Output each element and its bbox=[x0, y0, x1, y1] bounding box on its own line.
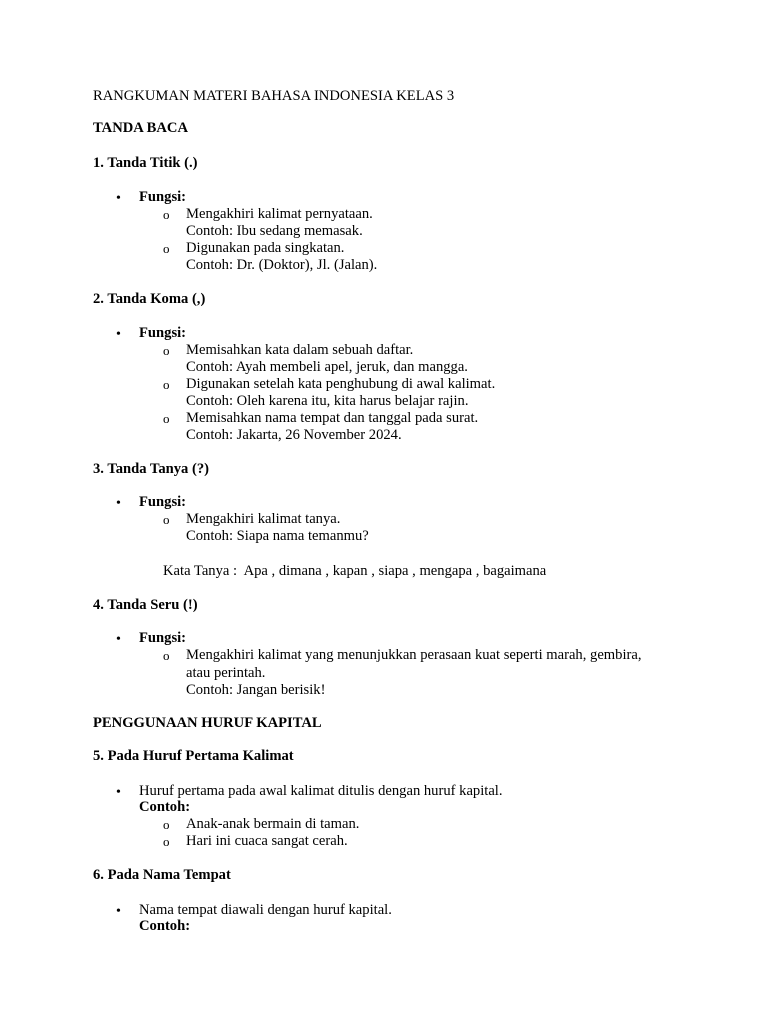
list-item-example: Contoh: Siapa nama temanmu? bbox=[186, 528, 369, 544]
sub-bullet-icon: o bbox=[163, 817, 170, 832]
list-item-example: Hari ini cuaca sangat cerah. bbox=[186, 833, 348, 849]
sub-bullet-icon: o bbox=[163, 241, 170, 256]
bullet-icon: • bbox=[116, 191, 121, 206]
subheading-tanda-koma: 2. Tanda Koma (,) bbox=[93, 291, 206, 307]
subheading-tanda-seru: 4. Tanda Seru (!) bbox=[93, 597, 198, 613]
section-heading-huruf-kapital: PENGGUNAAN HURUF KAPITAL bbox=[93, 715, 322, 731]
sub-bullet-icon: o bbox=[163, 648, 170, 663]
list-item: Nama tempat diawali dengan huruf kapital. bbox=[139, 902, 392, 918]
fungsi-label: Fungsi: bbox=[139, 630, 187, 646]
sub-bullet-icon: o bbox=[163, 411, 170, 426]
list-item-example: Contoh: Ayah membeli apel, jeruk, dan mangga. bbox=[186, 359, 468, 375]
list-item-example: Contoh: Ibu sedang memasak. bbox=[186, 223, 363, 239]
list-item: Huruf pertama pada awal kalimat ditulis dengan huruf kapital. bbox=[139, 783, 503, 799]
bullet-icon: • bbox=[116, 632, 121, 647]
subheading-huruf-pertama: 5. Pada Huruf Pertama Kalimat bbox=[93, 748, 294, 764]
list-item: Digunakan pada singkatan. bbox=[186, 240, 345, 256]
list-item-continuation: atau perintah. bbox=[186, 665, 266, 681]
list-item: Memisahkan nama tempat dan tanggal pada surat. bbox=[186, 410, 479, 426]
list-item-example: Contoh: Dr. (Doktor), Jl. (Jalan). bbox=[186, 257, 378, 273]
list-item: Memisahkan kata dalam sebuah daftar. bbox=[186, 342, 414, 358]
sub-bullet-icon: o bbox=[163, 343, 170, 358]
fungsi-label: Fungsi: bbox=[139, 189, 187, 205]
bullet-icon: • bbox=[116, 785, 121, 800]
list-item: Digunakan setelah kata penghubung di awal kalimat. bbox=[186, 376, 496, 392]
list-item-example: Contoh: Jangan berisik! bbox=[186, 682, 326, 698]
subheading-nama-tempat: 6. Pada Nama Tempat bbox=[93, 867, 231, 883]
subheading-tanda-titik: 1. Tanda Titik (.) bbox=[93, 155, 198, 171]
fungsi-label: Fungsi: bbox=[139, 494, 187, 510]
bullet-icon: • bbox=[116, 904, 121, 919]
sub-bullet-icon: o bbox=[163, 512, 170, 527]
list-item: Mengakhiri kalimat tanya. bbox=[186, 511, 341, 527]
list-item-example: Contoh: Jakarta, 26 November 2024. bbox=[186, 427, 402, 443]
contoh-label: Contoh: bbox=[139, 799, 191, 815]
list-item-example: Anak-anak bermain di taman. bbox=[186, 816, 360, 832]
sub-bullet-icon: o bbox=[163, 834, 170, 849]
sub-bullet-icon: o bbox=[163, 207, 170, 222]
list-item-example: Contoh: Oleh karena itu, kita harus belajar rajin. bbox=[186, 393, 469, 409]
bullet-icon: • bbox=[116, 496, 121, 511]
subheading-tanda-tanya: 3. Tanda Tanya (?) bbox=[93, 461, 210, 477]
section-heading-tanda-baca: TANDA BACA bbox=[93, 120, 189, 136]
sub-bullet-icon: o bbox=[163, 377, 170, 392]
document-title: RANGKUMAN MATERI BAHASA INDONESIA KELAS 3 bbox=[93, 88, 455, 104]
bullet-icon: • bbox=[116, 327, 121, 342]
list-item: Mengakhiri kalimat pernyataan. bbox=[186, 206, 373, 222]
kata-tanya-line: Kata Tanya : Apa , dimana , kapan , siapa , mengapa , bagaimana bbox=[163, 563, 547, 579]
list-item: Mengakhiri kalimat yang menunjukkan perasaan kuat seperti marah, gembira, bbox=[186, 647, 642, 663]
contoh-label: Contoh: bbox=[139, 918, 191, 934]
fungsi-label: Fungsi: bbox=[139, 325, 187, 341]
